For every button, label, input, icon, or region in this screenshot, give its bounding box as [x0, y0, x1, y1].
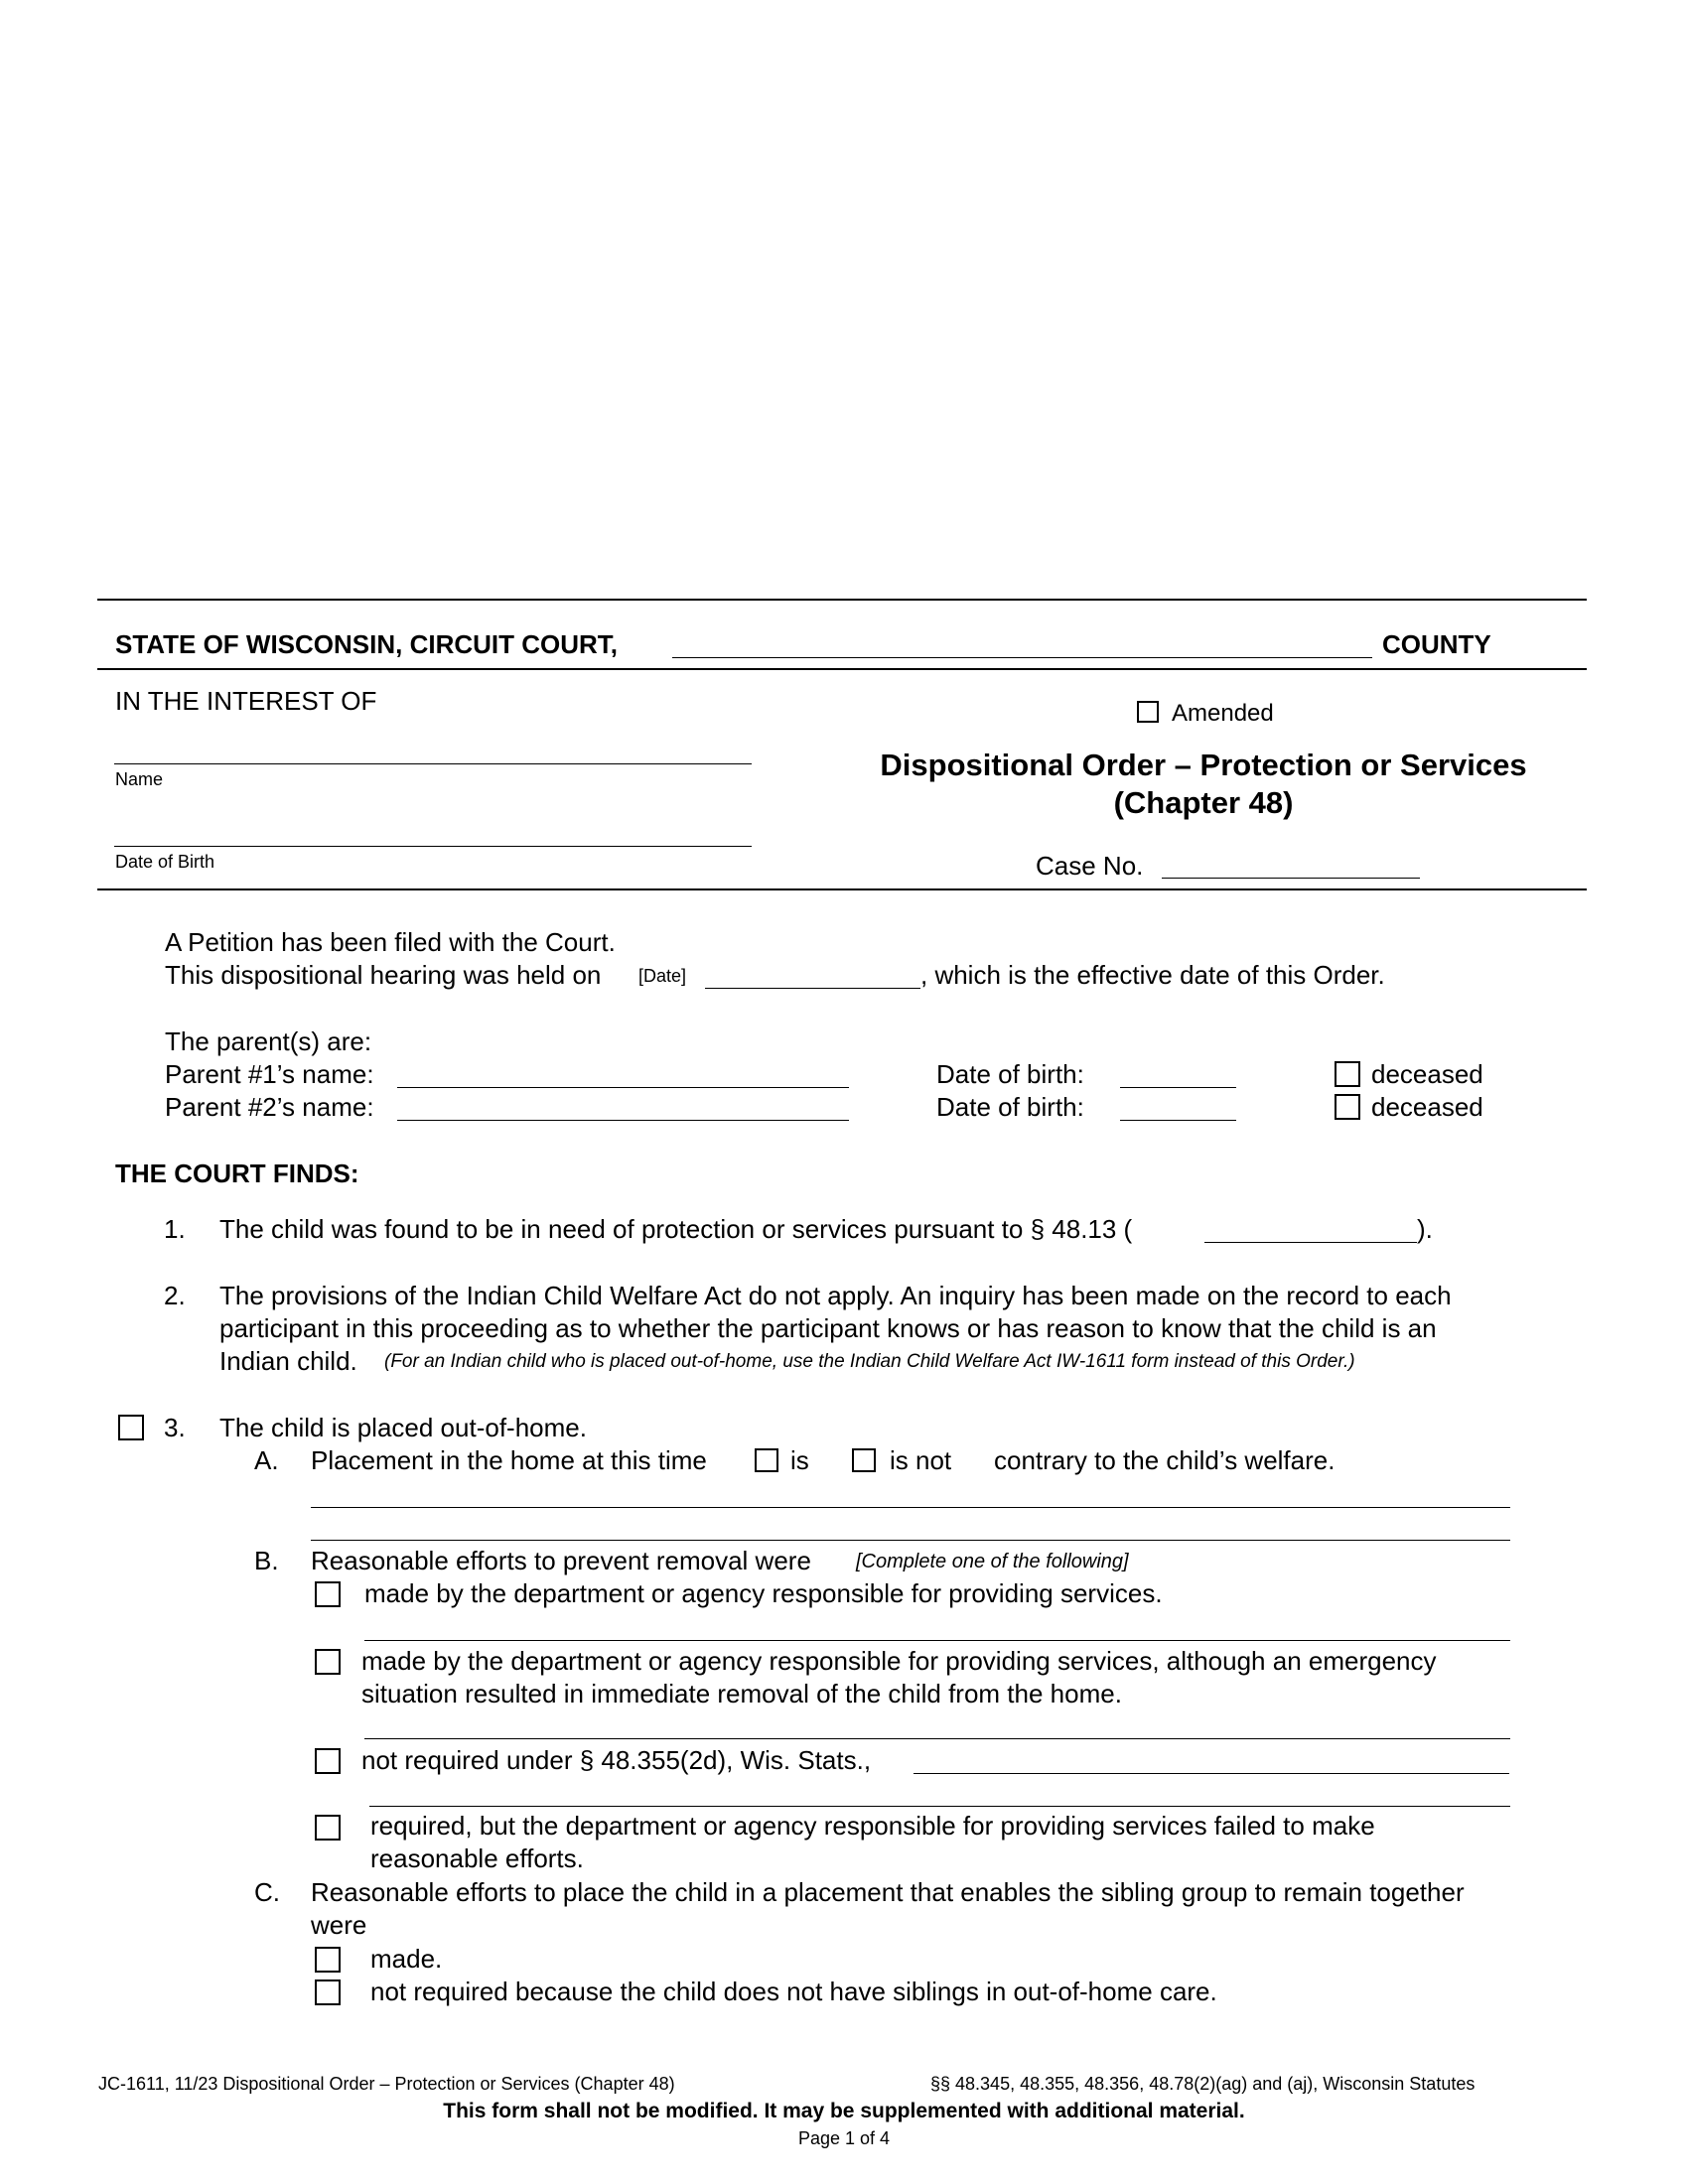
dob-field[interactable]	[114, 846, 752, 847]
top-rule	[97, 599, 1587, 601]
footer-page: Page 1 of 4	[797, 2128, 891, 2148]
item3a-is-not-label: is not	[890, 1445, 952, 1475]
parent2-dob-label: Date of birth:	[936, 1092, 1084, 1122]
county-field[interactable]	[672, 657, 1372, 658]
parent1-dob-label: Date of birth:	[936, 1059, 1084, 1089]
item3a-text-after: contrary to the child’s welfare.	[994, 1445, 1336, 1475]
parent1-deceased-checkbox[interactable]	[1335, 1061, 1360, 1087]
name-label: Name	[115, 769, 164, 789]
item3a-explanation-line2[interactable]	[311, 1540, 1510, 1541]
item3a-is-checkbox[interactable]	[755, 1448, 778, 1472]
item3b-opt2-line1: made by the department or agency responsible for providing services, although an emergency	[361, 1646, 1437, 1676]
item3a-is-label: is	[790, 1445, 809, 1475]
item3c-opt1-checkbox[interactable]	[315, 1947, 341, 1973]
footer-notice: This form shall not be modified. It may be supplemented with additional material.	[443, 2100, 1245, 2122]
parent2-label: Parent #2’s name:	[165, 1092, 374, 1122]
dob-label: Date of Birth	[115, 852, 215, 872]
parent1-deceased-label: deceased	[1371, 1059, 1483, 1089]
footer-form-id: JC-1611, 11/23 Dispositional Order – Protection or Services (Chapter 48)	[98, 2074, 675, 2094]
petition-text: A Petition has been filed with the Court.	[165, 927, 616, 957]
item3b-opt4-checkbox[interactable]	[315, 1815, 341, 1841]
item3b-opt1-line[interactable]	[364, 1640, 1510, 1641]
parents-label: The parent(s) are:	[165, 1026, 372, 1056]
item3c-line1: Reasonable efforts to place the child in a placement that enables the sibling group to remain together	[311, 1877, 1465, 1907]
hearing-date-field[interactable]	[705, 988, 920, 989]
item3b-text: Reasonable efforts to prevent removal were	[311, 1546, 811, 1575]
parent1-dob-field[interactable]	[1120, 1087, 1236, 1088]
amended-checkbox[interactable]	[1137, 701, 1159, 723]
item3a-is-not-checkbox[interactable]	[852, 1448, 876, 1472]
item3b-opt3-text: not required under § 48.355(2d), Wis. Stats.,	[361, 1745, 872, 1775]
item3b-opt3-line2[interactable]	[369, 1806, 1510, 1807]
amended-label: Amended	[1172, 700, 1274, 727]
item3-text: The child is placed out-of-home.	[219, 1413, 587, 1442]
hearing-text-after: , which is the effective date of this Order.	[920, 960, 1385, 990]
item2-line2: participant in this proceeding as to whether the participant knows or has reason to know that the child is an	[219, 1313, 1437, 1343]
parent2-deceased-label: deceased	[1371, 1092, 1483, 1122]
item3b-opt4-line1: required, but the department or agency responsible for providing services failed to make	[370, 1811, 1375, 1841]
footer-statutes: §§ 48.345, 48.355, 48.356, 48.78(2)(ag) and (aj), Wisconsin Statutes	[930, 2074, 1476, 2094]
parent2-deceased-checkbox[interactable]	[1335, 1094, 1360, 1120]
item3-checkbox[interactable]	[118, 1415, 144, 1440]
item2-line1: The provisions of the Indian Child Welfare Act do not apply. An inquiry has been made on the record to each	[219, 1281, 1452, 1310]
parent1-name-field[interactable]	[397, 1087, 849, 1088]
item3-number: 3.	[164, 1413, 186, 1442]
item3a-letter: A.	[254, 1445, 279, 1475]
item1-statute-field[interactable]	[1204, 1242, 1417, 1243]
item3b-opt2-line[interactable]	[364, 1738, 1510, 1739]
item1-text: The child was found to be in need of protection or services pursuant to § 48.13 (	[219, 1214, 1133, 1244]
form-title-line2: (Chapter 48)	[1113, 785, 1294, 820]
item2-line3: Indian child.	[219, 1346, 357, 1376]
item2-number: 2.	[164, 1281, 186, 1310]
court-label: STATE OF WISCONSIN, CIRCUIT COURT,	[115, 629, 619, 659]
item3b-opt2-checkbox[interactable]	[315, 1649, 341, 1675]
item1-text-after: ).	[1417, 1214, 1433, 1244]
hearing-date-hint: [Date]	[638, 966, 687, 986]
item3c-line2: were	[311, 1910, 367, 1940]
item3b-hint: [Complete one of the following]	[856, 1551, 1129, 1572]
header-rule	[97, 668, 1587, 670]
item3a-text: Placement in the home at this time	[311, 1445, 707, 1475]
item3c-letter: C.	[254, 1877, 280, 1907]
parent2-dob-field[interactable]	[1120, 1120, 1236, 1121]
item3c-opt2-checkbox[interactable]	[315, 1979, 341, 2005]
county-label: COUNTY	[1382, 629, 1491, 659]
parent1-label: Parent #1’s name:	[165, 1059, 374, 1089]
form-title-line1: Dispositional Order – Protection or Services	[880, 748, 1527, 782]
item3b-opt3-checkbox[interactable]	[315, 1748, 341, 1774]
item3c-opt1-text: made.	[370, 1944, 443, 1974]
item3b-opt4-line2: reasonable efforts.	[370, 1843, 584, 1873]
item3a-explanation-line1[interactable]	[311, 1507, 1510, 1508]
item3b-opt1-text: made by the department or agency responsible for providing services.	[364, 1578, 1163, 1608]
item3b-opt3-field[interactable]	[914, 1773, 1509, 1774]
item3b-letter: B.	[254, 1546, 279, 1575]
name-field[interactable]	[114, 763, 752, 764]
hearing-text: This dispositional hearing was held on	[165, 960, 602, 990]
case-no-field[interactable]	[1162, 878, 1420, 879]
case-no-label: Case No.	[1036, 851, 1144, 881]
parent2-name-field[interactable]	[397, 1120, 849, 1121]
court-finds-heading: THE COURT FINDS:	[115, 1159, 359, 1188]
item3b-opt1-checkbox[interactable]	[315, 1581, 341, 1607]
in-interest-of-label: IN THE INTEREST OF	[115, 686, 377, 716]
item3b-opt2-line2: situation resulted in immediate removal of the child from the home.	[361, 1679, 1122, 1708]
item3c-opt2-text: not required because the child does not have siblings in out-of-home care.	[370, 1977, 1217, 2006]
item2-note: (For an Indian child who is placed out-of-home, use the Indian Child Welfare Act IW-1611 form instead of this Order.)	[384, 1351, 1355, 1372]
item1-number: 1.	[164, 1214, 186, 1244]
header-bottom-rule	[97, 888, 1587, 890]
